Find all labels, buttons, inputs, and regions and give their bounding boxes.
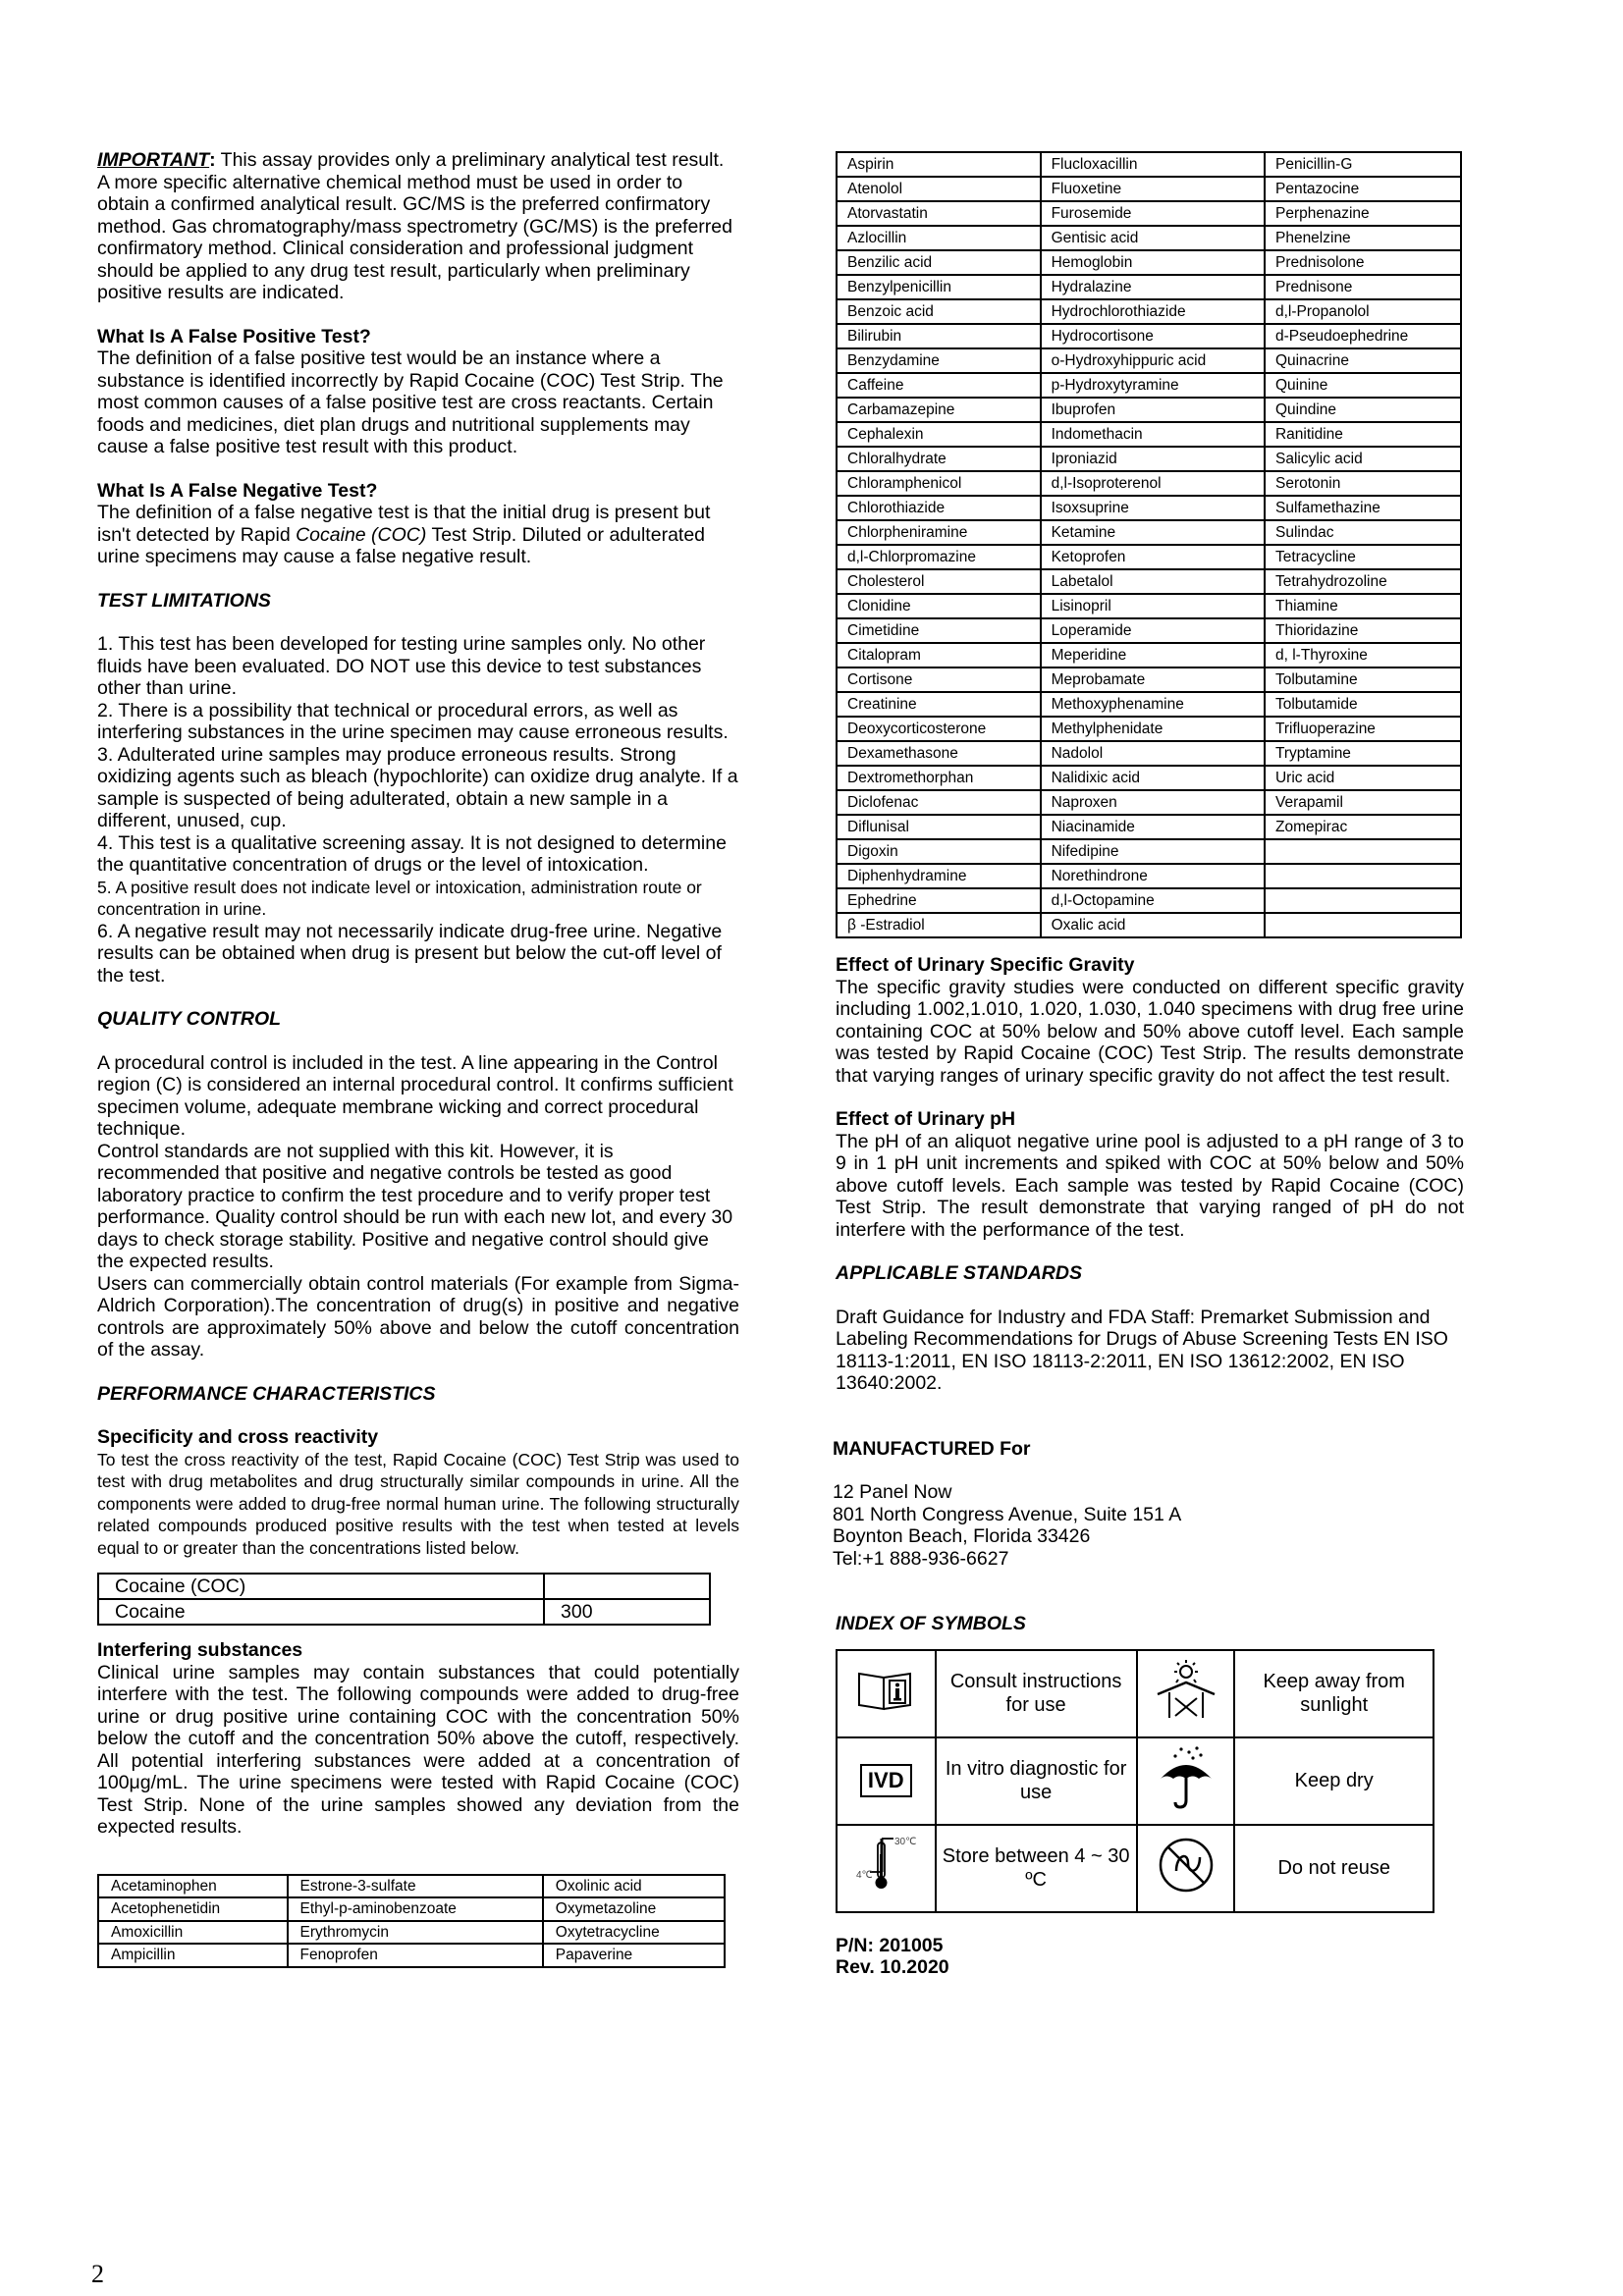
false-negative-text-italic: Cocaine (COC) <box>296 523 427 546</box>
table-cell: 300 <box>544 1599 710 1625</box>
applicable-standards-heading: APPLICABLE STANDARDS <box>836 1262 1082 1284</box>
table-cell: Cholesterol <box>837 569 1041 594</box>
table-cell: Oxolinic acid <box>543 1875 725 1898</box>
limitation-5: 5. A positive result does not indicate level or intoxication, administration route or concentration in urine. <box>97 877 702 919</box>
table-row <box>837 324 1461 348</box>
sunlight-text: Keep away from sunlight <box>1234 1650 1434 1737</box>
table-row <box>837 913 1461 937</box>
table-cell: Papaverine <box>543 1944 725 1967</box>
performance-heading: PERFORMANCE CHARACTERISTICS <box>97 1382 436 1405</box>
false-positive-text: The definition of a false positive test would be an instance where a substance is identified incorrectly by Rapid Cocaine (COC) Test Strip. The most common causes of a false positive test are cross reactants. Certain foods and medicines, diet plan drugs and nutritional supplements may cause a false positive test result with this product. <box>97 347 724 457</box>
umbrella-icon <box>1137 1737 1235 1825</box>
table-cell: Azlocillin <box>837 226 1041 250</box>
table-row <box>837 618 1461 643</box>
table-cell: Benzilic acid <box>837 250 1041 275</box>
table-row <box>837 790 1461 815</box>
table-cell: Fluoxetine <box>1041 177 1265 201</box>
limitation-4: 4. This test is a qualitative screening assay. It is not designed to determine the quantitative concentration of drugs or the level of intoxication. <box>97 831 727 876</box>
limitation-6: 6. A negative result may not necessarily indicate drug-free urine. Negative results can be obtained when drug is present but below the cut-off level of the test. <box>97 920 723 987</box>
table-cell: Lisinopril <box>1041 594 1265 618</box>
table-cell: Thioridazine <box>1265 618 1461 643</box>
table-cell: Penicillin-G <box>1265 152 1461 177</box>
table-row <box>837 348 1461 373</box>
store-text: Store between 4 ~ 30 ºC <box>936 1825 1137 1912</box>
table-cell: Cimetidine <box>837 618 1041 643</box>
table-cell: Hemoglobin <box>1041 250 1265 275</box>
specificity-text: To test the cross reactivity of the test, Rapid Cocaine (COC) Test Strip was used to test with drug metabolites and drug structurally similar compounds in urine. All the components were added to drug-free normal human urine. The following structurally related compounds produced positive results with the test when tested at levels equal to or greater than the concentrations listed below. <box>97 1449 739 1558</box>
table-cell: Aspirin <box>837 152 1041 177</box>
table-cell: Acetaminophen <box>98 1875 288 1898</box>
table-row <box>837 643 1461 667</box>
table-row <box>837 201 1461 226</box>
table-cell: Oxytetracycline <box>543 1921 725 1945</box>
table-cell: Benzydamine <box>837 348 1041 373</box>
table-cell: Thiamine <box>1265 594 1461 618</box>
table-cell: Perphenazine <box>1265 201 1461 226</box>
consult-icon <box>837 1650 936 1737</box>
manufacturer-name: 12 Panel Now <box>833 1481 952 1503</box>
table-cell: Hydralazine <box>1041 275 1265 299</box>
table-row <box>837 250 1461 275</box>
consult-text: Consult instructions for use <box>936 1650 1137 1737</box>
do-not-reuse-text: Do not reuse <box>1234 1825 1434 1912</box>
false-negative-text-b: Test Strip. Diluted or adulterated urine specimens may cause a false negative result. <box>97 523 706 567</box>
table-row <box>837 545 1461 569</box>
table-cell: Ibuprofen <box>1041 398 1265 422</box>
important-colon: : <box>209 149 216 171</box>
table-cell: Ampicillin <box>98 1944 288 1967</box>
table-row <box>837 275 1461 299</box>
ph-heading: Effect of Urinary pH <box>836 1108 1016 1130</box>
table-row <box>837 398 1461 422</box>
table-cell: Furosemide <box>1041 201 1265 226</box>
table-cell: Quindine <box>1265 398 1461 422</box>
table-cell: Nifedipine <box>1041 839 1265 864</box>
table-cell: Dexamethasone <box>837 741 1041 766</box>
table-cell: Hydrocortisone <box>1041 324 1265 348</box>
table-cell: Cocaine (COC) <box>98 1574 544 1599</box>
table-cell: Salicylic acid <box>1265 447 1461 471</box>
table-cell: Sulfamethazine <box>1265 496 1461 520</box>
table-cell: Creatinine <box>837 692 1041 717</box>
table-cell: Benzylpenicillin <box>837 275 1041 299</box>
table-cell: Deoxycorticosterone <box>837 717 1041 741</box>
symbols-table <box>836 1649 1434 1913</box>
table-row <box>837 766 1461 790</box>
limitation-2: 2. There is a possibility that technical or procedural errors, as well as interfering substances in the urine specimen may cause erroneous results. <box>97 699 729 743</box>
table-row <box>98 1574 710 1599</box>
table-cell: Diphenhydramine <box>837 864 1041 888</box>
manufacturer-tel: Tel:+1 888-936-6627 <box>833 1547 1009 1570</box>
table-cell: Bilirubin <box>837 324 1041 348</box>
manufacturer-address-2: Boynton Beach, Florida 33426 <box>833 1525 1091 1547</box>
table-cell: Ketamine <box>1041 520 1265 545</box>
table-row <box>837 520 1461 545</box>
table-cell: Diflunisal <box>837 815 1041 839</box>
symbols-heading: INDEX OF SYMBOLS <box>836 1613 1026 1634</box>
quality-control-text-1: A procedural control is included in the test. A line appearing in the Control region (C) is considered an internal procedural control. It confirms sufficient specimen volume, adequate membrane wicking and correct procedural technique. <box>97 1051 733 1140</box>
table-cell: Atorvastatin <box>837 201 1041 226</box>
false-negative-text <box>97 502 739 568</box>
table-cell: Norethindrone <box>1041 864 1265 888</box>
table-row <box>837 1650 1434 1737</box>
table-cell: Sulindac <box>1265 520 1461 545</box>
table-cell <box>1265 864 1461 888</box>
table-cell: Cephalexin <box>837 422 1041 447</box>
table-cell: Verapamil <box>1265 790 1461 815</box>
table-cell: Fenoprofen <box>288 1944 543 1967</box>
table-row <box>98 1921 725 1945</box>
manufacturer-address-1: 801 North Congress Avenue, Suite 151 A <box>833 1503 1182 1525</box>
table-cell: Zomepirac <box>1265 815 1461 839</box>
table-cell: Estrone-3-sulfate <box>288 1875 543 1898</box>
ivd-text: In vitro diagnostic for use <box>936 1737 1137 1825</box>
table-cell: Ketoprofen <box>1041 545 1265 569</box>
table-cell: Tolbutamine <box>1265 667 1461 692</box>
table-cell: Benzoic acid <box>837 299 1041 324</box>
table-cell: Pentazocine <box>1265 177 1461 201</box>
drug-table <box>836 151 1462 938</box>
interfering-heading: Interfering substances <box>97 1639 303 1661</box>
table-cell <box>1265 839 1461 864</box>
table-cell: Prednisolone <box>1265 250 1461 275</box>
table-cell: Nadolol <box>1041 741 1265 766</box>
table-cell: Labetalol <box>1041 569 1265 594</box>
table-cell: d,l-Isoproterenol <box>1041 471 1265 496</box>
table-row <box>837 422 1461 447</box>
limitation-1: 1. This test has been developed for testing urine samples only. No other fluids have been evaluated. DO NOT use this device to test substances other than urine. <box>97 633 706 699</box>
table-row <box>837 741 1461 766</box>
table-cell: Iproniazid <box>1041 447 1265 471</box>
table-cell: Chloralhydrate <box>837 447 1041 471</box>
table-cell: Methoxyphenamine <box>1041 692 1265 717</box>
false-negative-heading: What Is A False Negative Test? <box>97 479 378 502</box>
table-cell: Nalidixic acid <box>1041 766 1265 790</box>
table-cell: Ethyl-p-aminobenzoate <box>288 1897 543 1921</box>
specific-gravity-text: The specific gravity studies were conducted on different specific gravity including 1.002,1.010, 1.020, 1.030, 1.040 specimens with drug free urine containing COC at 50% below and 50% above cutoff level. Each sample was tested by Rapid Cocaine (COC) Test Strip. The results demonstrate that varying ranges of urinary specific gravity do not affect the test result. <box>836 976 1464 1087</box>
ivd-icon <box>837 1737 936 1825</box>
table-cell: Quinacrine <box>1265 348 1461 373</box>
table-cell: Cocaine <box>98 1599 544 1625</box>
applicable-standards-text: Draft Guidance for Industry and FDA Staff: Premarket Submission and Labeling Recommendations for Drugs of Abuse Screening Tests EN ISO 18113-1:2011, EN ISO 18113-2:2011, EN ISO 13612:2002, EN ISO 13640:2002. <box>836 1306 1448 1394</box>
table-row <box>837 864 1461 888</box>
table-cell: Gentisic acid <box>1041 226 1265 250</box>
ivd-icon-label: IVD <box>860 1764 912 1797</box>
part-number: P/N: 201005 <box>836 1934 944 1956</box>
table-cell: d,l-Octopamine <box>1041 888 1265 913</box>
revision: Rev. 10.2020 <box>836 1956 949 1978</box>
table-cell: Ephedrine <box>837 888 1041 913</box>
table-row <box>837 1737 1434 1825</box>
table-cell: Methylphenidate <box>1041 717 1265 741</box>
important-text: This assay provides only a preliminary analytical test result. A more specific alternative chemical method must be used in order to obtain a confirmed analytical result. GC/MS is the preferred confirmatory method. Gas chromatography/mass spectrometry (GC/MS) is the preferred confirmatory method. Clinical consideration and professional judgment should be applied to any drug test result, particularly when preliminary positive results are indicated. <box>97 149 732 303</box>
quality-control-text-2: Control standards are not supplied with this kit. However, it is recommended that positive and negative controls be tested as good laboratory practice to confirm the test procedure and to verify proper test performance. Quality control should be run with each new lot, and every 30 days to check storage stability. Positive and negative control should give the expected results. <box>97 1140 733 1272</box>
table-cell: β -Estradiol <box>837 913 1041 937</box>
table-row <box>98 1944 725 1967</box>
interfering-table <box>97 1874 726 1968</box>
table-cell: p-Hydroxytyramine <box>1041 373 1265 398</box>
cross-reactivity-table <box>97 1573 711 1626</box>
sunlight-icon <box>1137 1650 1235 1737</box>
table-row <box>837 667 1461 692</box>
table-cell: Carbamazepine <box>837 398 1041 422</box>
table-cell: Quinine <box>1265 373 1461 398</box>
table-cell: Hydrochlorothiazide <box>1041 299 1265 324</box>
quality-control-text-3: Users can commercially obtain control materials (For example from Sigma-Aldrich Corporation).The concentration of drug(s) in positive and negative controls are approximately 50% above and below the cutoff concentration of the assay. <box>97 1272 739 1361</box>
table-cell: Isoxsuprine <box>1041 496 1265 520</box>
table-row <box>837 594 1461 618</box>
manufactured-heading: MANUFACTURED For <box>833 1437 1031 1460</box>
table-cell: Atenolol <box>837 177 1041 201</box>
table-cell: Uric acid <box>1265 766 1461 790</box>
specific-gravity-heading: Effect of Urinary Specific Gravity <box>836 954 1135 976</box>
table-row <box>837 226 1461 250</box>
ph-text: The pH of an aliquot negative urine pool is adjusted to a pH range of 3 to 9 in 1 pH unit increments and spiked with COC at 50% below and 50% above cutoff levels. Each sample was tested by Rapid Cocaine (COC) Test Strip. The result demonstrate that varying ranged of pH do not interfere with the performance of the test. <box>836 1130 1464 1241</box>
keep-dry-text: Keep dry <box>1234 1737 1434 1825</box>
specificity-heading: Specificity and cross reactivity <box>97 1426 379 1448</box>
table-cell: Digoxin <box>837 839 1041 864</box>
table-cell: Erythromycin <box>288 1921 543 1945</box>
table-cell: d, l-Thyroxine <box>1265 643 1461 667</box>
table-row <box>837 177 1461 201</box>
important-label: IMPORTANT <box>97 149 210 171</box>
table-row <box>837 717 1461 741</box>
test-limitations-heading: TEST LIMITATIONS <box>97 589 271 612</box>
table-row <box>837 839 1461 864</box>
page-number: 2 <box>91 2260 104 2288</box>
thermometer-icon <box>837 1825 936 1912</box>
table-cell: Amoxicillin <box>98 1921 288 1945</box>
limitation-3: 3. Adulterated urine samples may produce erroneous results. Strong oxidizing agents such as bleach (hypochlorite) can oxidize drug analyte. If a sample is suspected of being adulterated, obtain a new sample in a different, unused, cup. <box>97 743 738 831</box>
table-cell: Caffeine <box>837 373 1041 398</box>
table-cell: Chloramphenicol <box>837 471 1041 496</box>
table-row <box>837 888 1461 913</box>
table-row <box>837 373 1461 398</box>
table-cell: Tetrahydrozoline <box>1265 569 1461 594</box>
temp-high-label: 30℃ <box>894 1837 917 1847</box>
table-cell: Meperidine <box>1041 643 1265 667</box>
right-column <box>833 151 1464 1979</box>
table-cell: Loperamide <box>1041 618 1265 643</box>
table-cell: Citalopram <box>837 643 1041 667</box>
table-row <box>837 692 1461 717</box>
table-cell: Flucloxacillin <box>1041 152 1265 177</box>
table-row <box>837 447 1461 471</box>
table-row <box>837 569 1461 594</box>
quality-control-heading: QUALITY CONTROL <box>97 1008 282 1030</box>
table-cell <box>1265 888 1461 913</box>
table-row <box>837 496 1461 520</box>
table-cell: Clonidine <box>837 594 1041 618</box>
table-cell: Phenelzine <box>1265 226 1461 250</box>
table-cell: Oxymetazoline <box>543 1897 725 1921</box>
table-cell: Niacinamide <box>1041 815 1265 839</box>
table-cell: Tolbutamide <box>1265 692 1461 717</box>
table-row <box>837 471 1461 496</box>
table-row <box>837 1825 1434 1912</box>
table-cell <box>1265 913 1461 937</box>
table-cell: Serotonin <box>1265 471 1461 496</box>
temp-low-label: 4℃ <box>856 1870 874 1881</box>
important-paragraph <box>97 149 739 304</box>
interfering-text: Clinical urine samples may contain substances that could potentially interfere with the test. The following compounds were added to drug-free urine or drug positive urine containing COC with the concentration 50% below the cutoff and the concentration 50% above the cutoff, respectively. All potential interfering substances were added at a concentration of 100μg/mL. The urine specimens were tested with Rapid Cocaine (COC) Test Strip. None of the urine samples showed any deviation from the expected results. <box>97 1661 739 1838</box>
table-row <box>837 299 1461 324</box>
left-column <box>97 149 739 1968</box>
table-cell: Diclofenac <box>837 790 1041 815</box>
table-cell: Naproxen <box>1041 790 1265 815</box>
table-cell: Tryptamine <box>1265 741 1461 766</box>
table-row <box>98 1599 710 1625</box>
table-cell: Meprobamate <box>1041 667 1265 692</box>
table-cell: Acetophenetidin <box>98 1897 288 1921</box>
table-cell: o-Hydroxyhippuric acid <box>1041 348 1265 373</box>
false-negative-text-a: The definition of a false negative test is that the initial drug is present but isn't detected by Rapid <box>97 502 711 546</box>
table-cell: Tetracycline <box>1265 545 1461 569</box>
table-cell: d,l-Chlorpromazine <box>837 545 1041 569</box>
table-cell: Prednisone <box>1265 275 1461 299</box>
table-cell: d,l-Propanolol <box>1265 299 1461 324</box>
table-cell: Chlorothiazide <box>837 496 1041 520</box>
do-not-reuse-icon <box>1137 1825 1235 1912</box>
table-cell: Trifluoperazine <box>1265 717 1461 741</box>
table-cell: Cortisone <box>837 667 1041 692</box>
table-cell: Oxalic acid <box>1041 913 1265 937</box>
table-cell: Ranitidine <box>1265 422 1461 447</box>
false-positive-heading: What Is A False Positive Test? <box>97 325 371 347</box>
table-cell: d-Pseudoephedrine <box>1265 324 1461 348</box>
table-row <box>98 1875 725 1898</box>
table-row <box>837 152 1461 177</box>
table-cell: Chlorpheniramine <box>837 520 1041 545</box>
table-cell: Dextromethorphan <box>837 766 1041 790</box>
table-cell: Indomethacin <box>1041 422 1265 447</box>
table-row <box>837 815 1461 839</box>
table-cell <box>544 1574 710 1599</box>
table-row <box>98 1897 725 1921</box>
